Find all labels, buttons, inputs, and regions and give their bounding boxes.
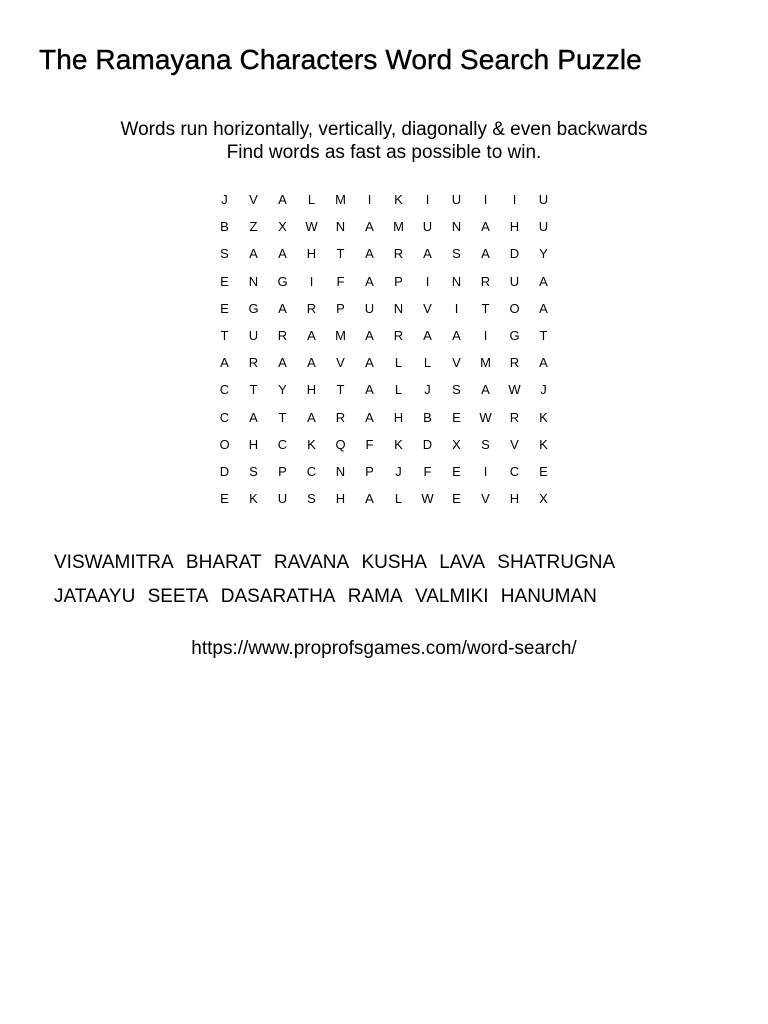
grid-cell[interactable]: D — [219, 463, 230, 479]
word-list — [54, 546, 622, 614]
grid-cell[interactable]: T — [220, 328, 229, 344]
grid-row — [210, 431, 558, 458]
grid-row — [210, 240, 558, 267]
page-title: The Ramayana Characters Word Search Puzzle — [39, 44, 642, 75]
word-list-item: SEETA — [147, 586, 209, 607]
grid-cell[interactable]: H — [509, 491, 520, 507]
grid-row — [210, 213, 558, 240]
grid-cell[interactable]: G — [248, 300, 259, 316]
grid-cell[interactable]: L — [394, 355, 403, 371]
grid-cell[interactable]: Y — [539, 246, 548, 262]
grid-cell[interactable]: T — [539, 328, 548, 344]
grid-cell[interactable]: D — [422, 436, 433, 452]
word-list-item: VALMIKI — [414, 586, 489, 607]
word-list-line-2 — [54, 580, 622, 614]
grid-cell[interactable]: E — [220, 273, 229, 289]
grid-row — [210, 485, 558, 512]
grid-cell[interactable]: A — [365, 246, 374, 262]
grid-cell[interactable]: A — [220, 355, 229, 371]
grid-cell[interactable]: E — [220, 491, 229, 507]
grid-cell[interactable]: S — [452, 382, 461, 398]
grid-cell[interactable]: P — [336, 300, 345, 316]
grid-cell[interactable]: F — [423, 463, 432, 479]
grid-cell[interactable]: P — [365, 463, 374, 479]
instructions-line-1: Words run horizontally, vertically, diagonally & even backwards — [120, 119, 648, 140]
grid-cell[interactable]: X — [278, 219, 287, 235]
grid-cell[interactable]: A — [278, 246, 287, 262]
grid-cell[interactable]: J — [424, 382, 431, 398]
grid-cell[interactable]: H — [306, 382, 317, 398]
grid-cell[interactable]: A — [539, 355, 548, 371]
grid-cell[interactable]: M — [335, 328, 346, 344]
grid-cell[interactable]: R — [393, 328, 404, 344]
grid-cell[interactable]: A — [278, 192, 287, 208]
instructions — [0, 118, 768, 164]
grid-cell[interactable]: S — [307, 491, 316, 507]
grid-cell[interactable]: A — [365, 491, 374, 507]
grid-cell[interactable]: A — [307, 328, 316, 344]
grid-cell[interactable]: Z — [249, 219, 258, 235]
grid-cell[interactable]: P — [394, 273, 403, 289]
grid-cell[interactable]: A — [481, 246, 490, 262]
grid-cell[interactable]: H — [509, 219, 520, 235]
grid-cell[interactable]: I — [483, 463, 488, 479]
footer-url[interactable]: https://www.proprofsgames.com/word-search/ — [191, 638, 577, 659]
grid-cell[interactable]: U — [277, 491, 288, 507]
grid-cell[interactable]: C — [277, 436, 288, 452]
grid-cell[interactable]: I — [309, 273, 314, 289]
grid-cell[interactable]: A — [278, 300, 287, 316]
grid-row — [210, 295, 558, 322]
grid-cell[interactable]: A — [307, 355, 316, 371]
instructions-line-2: Find words as fast as possible to win. — [226, 142, 542, 163]
grid-cell[interactable]: R — [277, 328, 288, 344]
word-list-item: HANUMAN — [500, 586, 597, 607]
grid-cell[interactable]: A — [539, 273, 548, 289]
grid-cell[interactable]: V — [510, 436, 519, 452]
grid-cell[interactable]: I — [454, 300, 459, 316]
grid-cell[interactable]: X — [539, 491, 548, 507]
grid-cell[interactable]: A — [365, 273, 374, 289]
grid-cell[interactable]: F — [365, 436, 374, 452]
grid-cell[interactable]: A — [452, 328, 461, 344]
grid-cell[interactable]: S — [452, 246, 461, 262]
grid-cell[interactable]: T — [336, 382, 345, 398]
grid-cell[interactable]: U — [364, 300, 375, 316]
grid-cell[interactable]: E — [539, 463, 548, 479]
grid-cell[interactable]: S — [220, 246, 229, 262]
grid-cell[interactable]: D — [509, 246, 520, 262]
grid-row — [210, 322, 558, 349]
grid-cell[interactable]: K — [249, 491, 258, 507]
grid-cell[interactable]: A — [249, 409, 258, 425]
grid-cell[interactable]: I — [425, 192, 430, 208]
grid-cell[interactable]: A — [365, 382, 374, 398]
grid-cell[interactable]: F — [336, 273, 345, 289]
grid-cell[interactable]: U — [248, 328, 259, 344]
grid-cell[interactable]: T — [336, 246, 345, 262]
grid-cell[interactable]: H — [248, 436, 259, 452]
grid-cell[interactable]: A — [423, 328, 432, 344]
grid-cell[interactable]: R — [393, 246, 404, 262]
grid-cell[interactable]: I — [367, 192, 372, 208]
word-list-item: KUSHA — [361, 552, 427, 573]
grid-cell[interactable]: U — [509, 273, 520, 289]
grid-cell[interactable]: J — [540, 382, 547, 398]
grid-cell[interactable]: R — [248, 355, 259, 371]
grid-cell[interactable]: G — [509, 328, 520, 344]
grid-cell[interactable]: R — [335, 409, 346, 425]
word-list-item: BHARAT — [185, 552, 262, 573]
grid-row — [210, 458, 558, 485]
grid-cell[interactable]: N — [451, 219, 462, 235]
grid-cell[interactable]: S — [249, 463, 258, 479]
word-list-item: RAVANA — [273, 552, 350, 573]
grid-cell[interactable]: C — [306, 463, 317, 479]
grid-cell[interactable]: U — [422, 219, 433, 235]
grid-cell[interactable]: L — [394, 382, 403, 398]
grid-row — [210, 268, 558, 295]
grid-cell[interactable]: M — [335, 192, 346, 208]
grid-cell[interactable]: R — [509, 409, 520, 425]
grid-cell[interactable]: M — [393, 219, 404, 235]
grid-cell[interactable]: N — [335, 463, 346, 479]
grid-cell[interactable]: E — [220, 300, 229, 316]
grid-cell[interactable]: C — [509, 463, 520, 479]
grid-cell[interactable]: Q — [335, 436, 346, 452]
grid-cell[interactable]: A — [307, 409, 316, 425]
grid-cell[interactable]: R — [306, 300, 317, 316]
grid-cell[interactable]: E — [452, 463, 461, 479]
word-list-item: VISWAMITRA — [54, 552, 174, 573]
grid-cell[interactable]: K — [394, 436, 403, 452]
grid-cell[interactable]: J — [395, 463, 402, 479]
grid-cell[interactable]: K — [307, 436, 316, 452]
grid-cell[interactable]: C — [219, 409, 230, 425]
grid-row — [210, 404, 558, 431]
letter-grid — [210, 186, 558, 512]
grid-cell[interactable]: O — [219, 436, 230, 452]
grid-cell[interactable]: E — [452, 491, 461, 507]
grid-row — [210, 186, 558, 213]
grid-cell[interactable]: A — [365, 219, 374, 235]
grid-cell[interactable]: B — [220, 219, 229, 235]
grid-cell[interactable]: N — [393, 300, 404, 316]
word-list-item: SHATRUGNA — [497, 552, 616, 573]
grid-row — [210, 376, 558, 403]
grid-cell[interactable]: E — [452, 409, 461, 425]
grid-cell[interactable]: T — [481, 300, 490, 316]
grid-cell[interactable]: U — [451, 192, 462, 208]
grid-cell[interactable]: I — [425, 273, 430, 289]
grid-cell[interactable]: I — [512, 192, 517, 208]
grid-cell[interactable]: K — [394, 192, 403, 208]
grid-cell[interactable]: O — [509, 300, 520, 316]
grid-cell[interactable]: L — [423, 355, 432, 371]
grid-cell[interactable]: V — [336, 355, 345, 371]
grid-cell[interactable]: T — [249, 382, 258, 398]
grid-cell[interactable]: V — [249, 192, 258, 208]
grid-cell[interactable]: A — [365, 355, 374, 371]
grid-cell[interactable]: R — [480, 273, 491, 289]
grid-cell[interactable]: K — [539, 436, 548, 452]
grid-cell[interactable]: K — [539, 409, 548, 425]
grid-cell[interactable]: A — [481, 382, 490, 398]
grid-cell[interactable]: A — [481, 219, 490, 235]
grid-cell[interactable]: T — [278, 409, 287, 425]
grid-cell[interactable]: W — [421, 491, 434, 507]
grid-cell[interactable]: A — [539, 300, 548, 316]
grid-cell[interactable]: I — [483, 192, 488, 208]
grid-cell[interactable]: H — [393, 409, 404, 425]
grid-cell[interactable]: N — [451, 273, 462, 289]
grid-row — [210, 349, 558, 376]
grid-cell[interactable]: J — [221, 192, 228, 208]
grid-cell[interactable]: A — [278, 355, 287, 371]
word-list-item: LAVA — [439, 552, 485, 573]
grid-cell[interactable]: S — [481, 436, 490, 452]
word-list-line-1 — [54, 546, 622, 580]
grid-cell[interactable]: V — [423, 300, 432, 316]
grid-cell[interactable]: G — [277, 273, 288, 289]
word-list-item: JATAAYU — [54, 586, 136, 607]
grid-cell[interactable]: L — [394, 491, 403, 507]
grid-cell[interactable]: R — [509, 355, 520, 371]
grid-cell[interactable]: M — [480, 355, 491, 371]
grid-cell[interactable]: A — [249, 246, 258, 262]
grid-cell[interactable]: W — [508, 382, 521, 398]
grid-cell[interactable]: L — [307, 192, 316, 208]
grid-cell[interactable]: C — [219, 382, 230, 398]
grid-cell[interactable]: V — [452, 355, 461, 371]
grid-cell[interactable]: N — [335, 219, 346, 235]
word-list-item: RAMA — [347, 586, 403, 607]
grid-cell[interactable]: H — [306, 246, 317, 262]
grid-cell[interactable]: X — [452, 436, 461, 452]
grid-cell[interactable]: V — [481, 491, 490, 507]
word-list-item: DASARATHA — [220, 586, 336, 607]
grid-cell[interactable]: W — [479, 409, 492, 425]
grid-cell[interactable]: Y — [278, 382, 287, 398]
grid-cell[interactable]: P — [278, 463, 287, 479]
grid-cell[interactable]: B — [423, 409, 432, 425]
grid-cell[interactable]: U — [538, 219, 549, 235]
grid-cell[interactable]: A — [365, 328, 374, 344]
grid-cell[interactable]: W — [305, 219, 318, 235]
grid-cell[interactable]: I — [483, 328, 488, 344]
grid-cell[interactable]: A — [365, 409, 374, 425]
grid-cell[interactable]: H — [335, 491, 346, 507]
grid-cell[interactable]: N — [248, 273, 259, 289]
grid-cell[interactable]: U — [538, 192, 549, 208]
grid-cell[interactable]: A — [423, 246, 432, 262]
